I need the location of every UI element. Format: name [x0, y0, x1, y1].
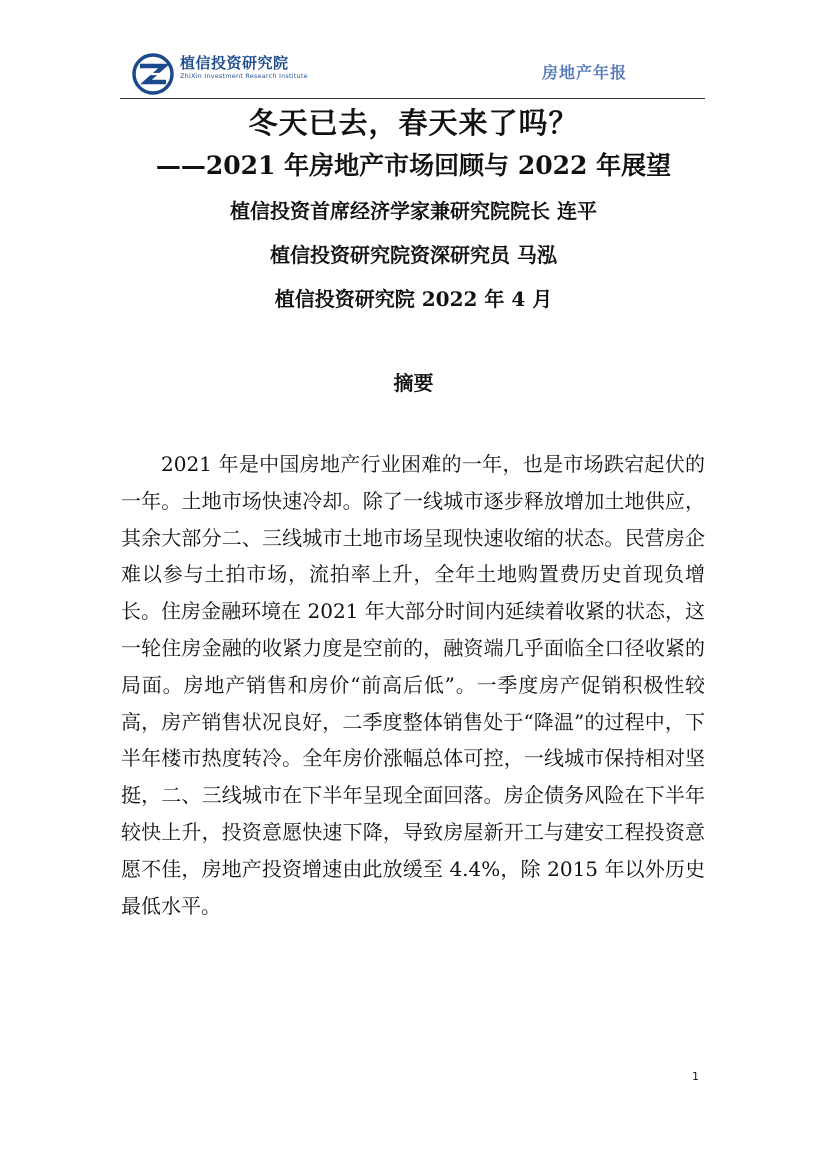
logo-text: [180, 55, 308, 81]
author-line: 植信投资研究院资深研究员 马泓: [270, 243, 557, 267]
document-title: 冬天已去，春天来了吗？: [248, 106, 579, 140]
report-type-label: 房地产年报: [541, 63, 627, 82]
page-header: [120, 40, 705, 99]
zhixin-logo-icon: [131, 52, 175, 96]
abstract-paragraph: 2021 年是中国房地产行业困难的一年，也是市场跌宕起伏的一年。土地市场快速冷却。除了一线城市逐步释放增加土地供应，其余大部分二、三线城市土地市场呈现快速收缩的状态。民营房企难以参与土拍市场，流拍率上升，全年土地购置费历史首现负增长。住房金融环境在 2021 年大部分时间内延续着收紧的状态，这一轮住房金融的收紧力度是空前的，融资端几乎面临全口径收紧的局面。房地产销售和房价“前高后低”。一季度房产促销积极性较高，房产销售状况良好，二季度整体销售处于“降温”的过程中，下半年楼市热度转冷。全年房价涨幅总体可控，一线城市保持相对坚挺，二、三线城市在下半年呈现全面回落。房企债务风险在下半年较快上升，投资意愿快速下降，导致房屋新开工与建安工程投资意愿不佳，房地产投资增速由此放缓至 4.4%，除 2015 年以外历史最低水平。: [121, 452, 705, 918]
document-subtitle: ——2021 年房地产市场回顾与 2022 年展望: [155, 151, 672, 180]
page-number: 1: [692, 1070, 699, 1083]
logo-name-cn: 植信投资研究院: [180, 54, 289, 72]
abstract-heading: 摘要: [393, 371, 434, 395]
publish-date-line: 植信投资研究院 2022 年 4 月: [274, 287, 553, 311]
author-line: 植信投资首席经济学家兼研究院院长 连平: [230, 199, 597, 223]
logo-name-en: ZhiXin Investment Research Institute: [180, 72, 308, 80]
